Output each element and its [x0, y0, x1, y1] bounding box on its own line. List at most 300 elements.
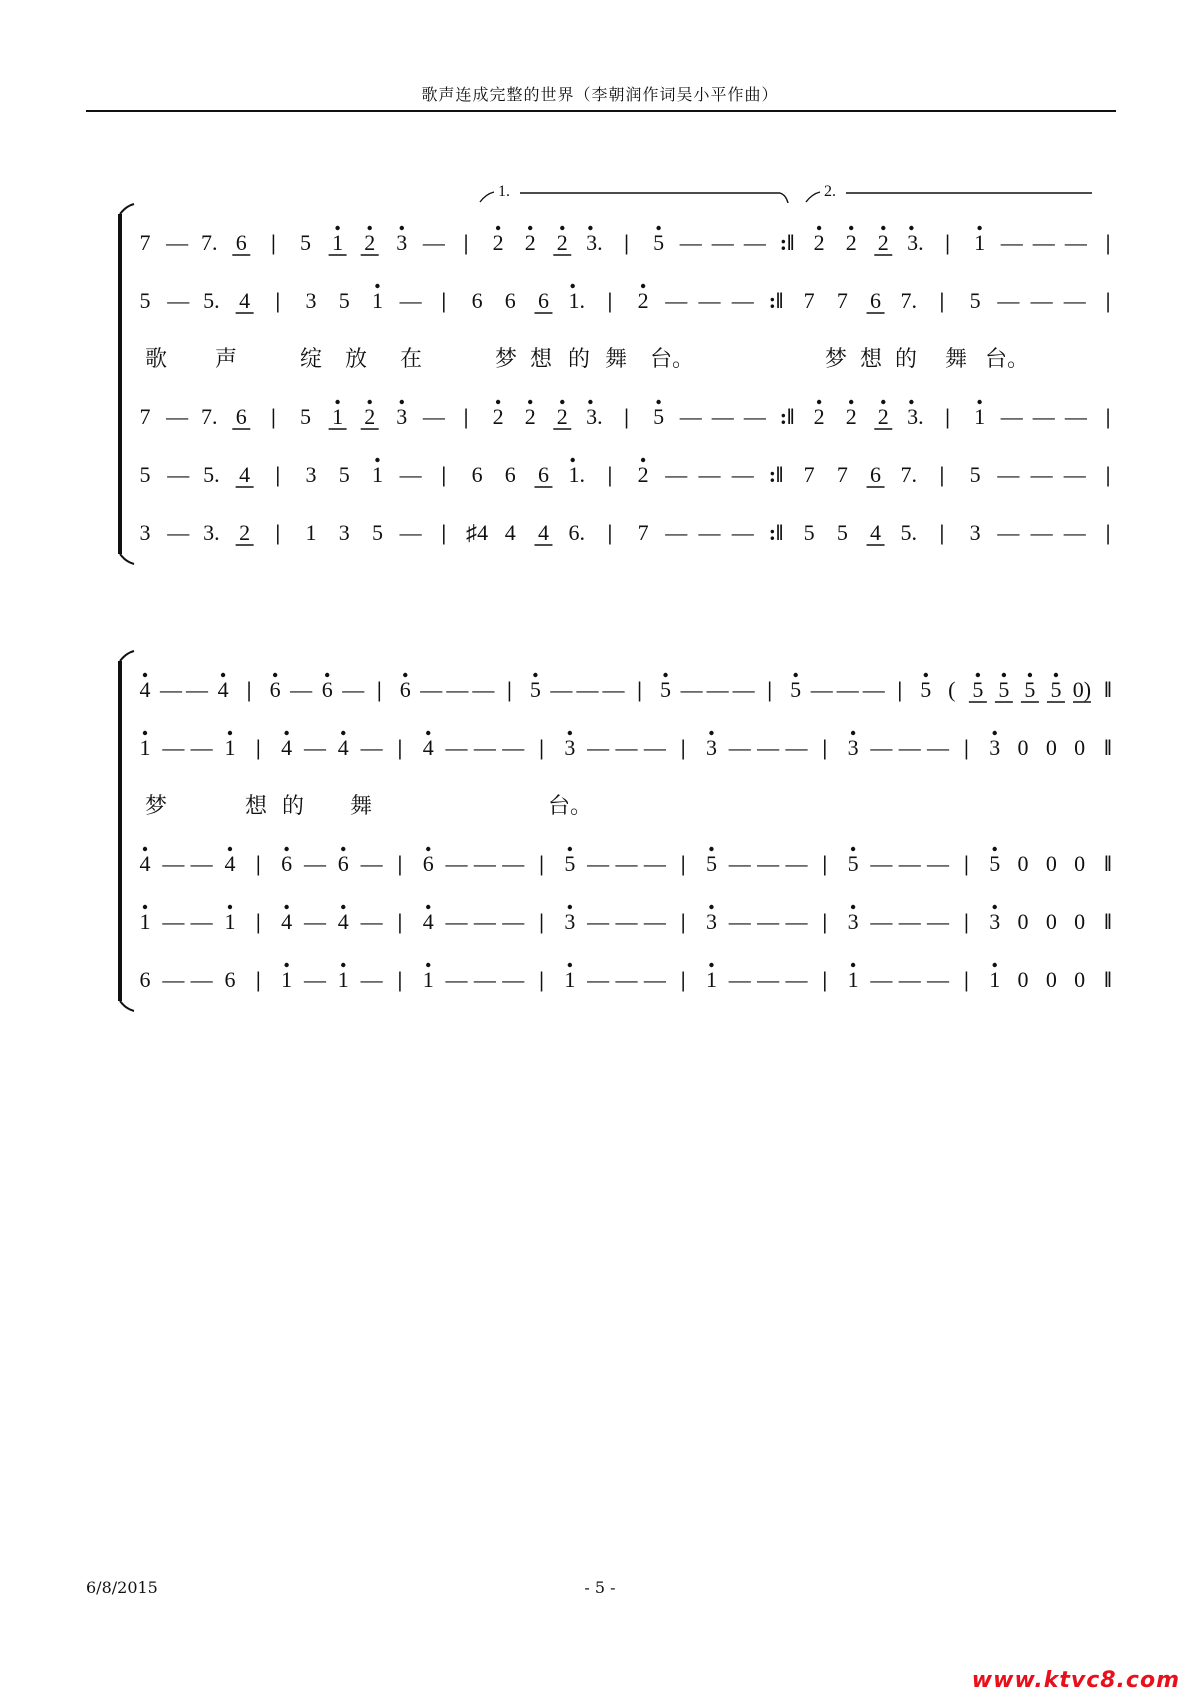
high-octave-dot: [426, 905, 430, 909]
bar-line: |: [275, 288, 281, 313]
note-token: 3: [705, 909, 717, 934]
high-octave-dot: [560, 400, 564, 404]
bar-line: |: [680, 735, 686, 760]
note-token: 5: [1050, 677, 1062, 702]
note-token: 3: [705, 735, 717, 760]
high-octave-dot: [849, 226, 853, 230]
note-token: 4: [239, 462, 251, 487]
high-octave-dot: [341, 963, 345, 967]
note-token: 1: [224, 909, 236, 934]
high-octave-dot: [709, 905, 713, 909]
bar-line: :‖: [779, 230, 795, 255]
note-token: —: [757, 967, 780, 992]
note-token: —: [502, 909, 525, 934]
high-octave-dot: [568, 847, 572, 851]
note-token: 2: [637, 462, 649, 487]
note-token: —: [711, 404, 734, 429]
note-token: 1.: [568, 288, 585, 313]
note-token: —: [446, 677, 469, 702]
note-token: —: [160, 677, 183, 702]
note-token: 3: [989, 909, 1001, 934]
note-token: —: [162, 909, 185, 934]
note-token: —: [757, 851, 780, 876]
note-token: 1: [847, 967, 859, 992]
note-token: —: [303, 851, 326, 876]
bar-line: |: [255, 851, 261, 876]
note-token: —: [502, 967, 525, 992]
note-token: —: [502, 851, 525, 876]
note-token: —: [186, 677, 209, 702]
lyric-word: 的: [282, 794, 305, 819]
note-token: 1: [974, 404, 986, 429]
note-token: 4: [537, 520, 549, 545]
note-token: —: [898, 735, 921, 760]
bar-line: |: [680, 851, 686, 876]
note-token: —: [190, 967, 213, 992]
high-octave-dot: [570, 284, 574, 288]
note-token: 0: [1074, 735, 1086, 760]
note-token: —: [898, 967, 921, 992]
note-token: —: [167, 462, 190, 487]
note-token: 1: [224, 735, 236, 760]
note-token: 2: [556, 230, 568, 255]
high-octave-dot: [1002, 673, 1006, 677]
bar-line: |: [607, 462, 613, 487]
bar-line: |: [939, 288, 945, 313]
note-token: 5: [998, 677, 1010, 702]
note-token: —: [360, 909, 383, 934]
note-token: 5: [653, 404, 665, 429]
note-token: —: [167, 520, 190, 545]
note-token: —: [1030, 520, 1053, 545]
note-token: 3: [139, 520, 151, 545]
lyric-word: 想: [530, 347, 553, 372]
note-token: —: [166, 230, 189, 255]
note-token: —: [360, 735, 383, 760]
lyric-word: 梦: [145, 794, 168, 819]
lyric-word: 想: [245, 794, 268, 819]
bar-line: |: [539, 851, 544, 876]
note-token: 4: [281, 909, 293, 934]
lyric-word: 舞: [605, 347, 628, 372]
note-token: —: [360, 851, 383, 876]
bar-line: |: [397, 967, 403, 992]
note-token: —: [473, 851, 496, 876]
note-token: —: [472, 677, 495, 702]
high-octave-dot: [273, 673, 277, 677]
note-token: 2: [524, 230, 536, 255]
high-octave-dot: [881, 400, 885, 404]
note-token: —: [728, 967, 751, 992]
high-octave-dot: [976, 673, 980, 677]
bar-line: |: [963, 735, 969, 760]
note-token: 1: [371, 288, 383, 313]
note-token: 5: [920, 677, 932, 702]
bracket-hook-top: [120, 651, 134, 661]
note-token: 0: [1045, 735, 1057, 760]
note-token: —: [615, 967, 638, 992]
note-token: 4: [504, 520, 516, 545]
note-token: 3.: [586, 230, 603, 255]
note-token: 5: [338, 462, 350, 487]
note-token: —: [1032, 404, 1055, 429]
high-octave-dot: [560, 226, 564, 230]
note-token: —: [399, 520, 422, 545]
note-token: 1: [332, 404, 344, 429]
note-token: —: [698, 288, 721, 313]
bar-line: |: [270, 404, 276, 429]
note-token: —: [643, 851, 666, 876]
note-token: —: [785, 909, 808, 934]
note-token: 2: [877, 404, 889, 429]
bar-line: :‖: [779, 404, 795, 429]
volta-first-hook: [480, 192, 494, 202]
note-token: —: [711, 230, 734, 255]
note-token: 1: [974, 230, 986, 255]
bar-line: |: [624, 404, 629, 429]
note-token: 5: [371, 520, 383, 545]
note-token: —: [728, 909, 751, 934]
lyric-word: 台。: [650, 347, 695, 372]
high-octave-dot: [341, 905, 345, 909]
bar-line: |: [397, 851, 403, 876]
note-token: 1: [305, 520, 317, 545]
note-token: 7: [803, 462, 815, 487]
high-octave-dot: [426, 731, 430, 735]
high-octave-dot: [793, 673, 797, 677]
high-octave-dot: [663, 673, 667, 677]
note-token: —: [162, 851, 185, 876]
note-token: —: [698, 520, 721, 545]
note-token: 6: [224, 967, 236, 992]
note-token: 1: [139, 909, 151, 934]
bar-line: ‖: [1104, 851, 1112, 876]
note-token: —: [643, 967, 666, 992]
high-octave-dot: [1028, 673, 1032, 677]
high-octave-dot: [341, 731, 345, 735]
note-token: —: [1000, 404, 1023, 429]
note-token: 7.: [900, 288, 918, 313]
note-token: 3: [847, 735, 859, 760]
note-token: 1: [337, 967, 349, 992]
note-token: —: [927, 735, 950, 760]
note-token: —: [473, 909, 496, 934]
high-octave-dot: [368, 400, 372, 404]
note-token: —: [810, 677, 833, 702]
note-token: 0: [1017, 735, 1029, 760]
lyric-word: 歌: [145, 347, 168, 372]
note-token: 5: [653, 230, 665, 255]
note-token: —: [399, 288, 422, 313]
note-token: 6: [269, 677, 281, 702]
lyric-word: 舞: [945, 347, 968, 372]
note-token: —: [679, 404, 702, 429]
bracket-hook-bottom: [120, 554, 134, 564]
high-octave-dot: [851, 905, 855, 909]
volta-first-label: 1.: [498, 183, 510, 200]
bar-line: |: [255, 967, 261, 992]
volta-second-hook: [806, 192, 820, 202]
bar-line: |: [441, 288, 447, 313]
high-octave-dot: [228, 847, 232, 851]
bar-line: |: [275, 520, 281, 545]
note-token: —: [422, 230, 445, 255]
note-token: 1: [705, 967, 717, 992]
note-token: 7.: [200, 230, 218, 255]
high-octave-dot: [817, 400, 821, 404]
note-token: 0: [1045, 851, 1057, 876]
note-token: 5: [529, 677, 541, 702]
bar-line: |: [539, 967, 544, 992]
volta-first-end: [780, 193, 788, 203]
high-octave-dot: [924, 673, 928, 677]
lyric-word: 绽: [300, 347, 323, 372]
high-octave-dot: [143, 847, 147, 851]
note-token: 0: [1074, 967, 1086, 992]
note-token: 7: [139, 230, 151, 255]
note-token: —: [167, 288, 190, 313]
bar-line: |: [624, 230, 629, 255]
high-octave-dot: [993, 905, 997, 909]
bar-line: |: [441, 520, 447, 545]
bar-line: |: [822, 909, 828, 934]
note-token: —: [445, 909, 468, 934]
note-token: 5: [564, 851, 576, 876]
note-token: 4: [239, 288, 251, 313]
note-token: 4: [224, 851, 236, 876]
note-token: —: [1064, 404, 1087, 429]
bar-line: |: [1105, 288, 1111, 313]
note-token: 1: [371, 462, 383, 487]
high-octave-dot: [709, 731, 713, 735]
bar-line: |: [506, 677, 512, 702]
note-token: 2: [492, 404, 504, 429]
note-token: —: [587, 735, 610, 760]
note-token: —: [997, 462, 1020, 487]
high-octave-dot: [400, 226, 404, 230]
bar-line: |: [270, 230, 276, 255]
high-octave-dot: [221, 673, 225, 677]
high-octave-dot: [375, 458, 379, 462]
note-token: 3: [396, 230, 408, 255]
bar-line: ‖: [1104, 967, 1112, 992]
note-token: 6: [139, 967, 151, 992]
note-token: —: [698, 462, 721, 487]
note-token: —: [445, 851, 468, 876]
footer-date: 6/8/2015: [86, 1578, 158, 1597]
note-token: —: [615, 851, 638, 876]
bar-line: |: [897, 677, 903, 702]
note-token: 6: [471, 462, 483, 487]
note-token: 4: [337, 909, 349, 934]
high-octave-dot: [341, 847, 345, 851]
high-octave-dot: [570, 458, 574, 462]
high-octave-dot: [496, 400, 500, 404]
note-token: —: [731, 288, 754, 313]
high-octave-dot: [909, 226, 913, 230]
note-token: 6: [281, 851, 293, 876]
high-octave-dot: [426, 847, 430, 851]
high-octave-dot: [228, 731, 232, 735]
note-token: 5.: [203, 288, 220, 313]
note-token: 6: [235, 404, 247, 429]
bar-line: |: [963, 909, 969, 934]
note-token: 0: [1045, 909, 1057, 934]
note-token: 0: [1074, 851, 1086, 876]
note-token: 7: [803, 288, 815, 313]
note-token: —: [870, 909, 893, 934]
lyric-word: 台。: [548, 794, 593, 819]
note-token: —: [757, 735, 780, 760]
high-octave-dot: [851, 963, 855, 967]
note-token: —: [587, 909, 610, 934]
high-octave-dot: [403, 673, 407, 677]
note-token: 4: [281, 735, 293, 760]
note-token: 3: [396, 404, 408, 429]
lyric-word: 想: [860, 347, 883, 372]
note-token: —: [445, 735, 468, 760]
note-token: —: [162, 967, 185, 992]
high-octave-dot: [993, 731, 997, 735]
note-token: 0: [1017, 851, 1029, 876]
high-octave-dot: [993, 963, 997, 967]
volta-second-label: 2.: [824, 183, 836, 200]
note-token: —: [728, 735, 751, 760]
note-token: 2: [239, 520, 251, 545]
note-token: —: [680, 677, 703, 702]
note-token: —: [870, 735, 893, 760]
note-token: 2: [524, 404, 536, 429]
note-token: —: [743, 404, 766, 429]
lyric-word: 舞: [350, 794, 373, 819]
note-token: —: [399, 462, 422, 487]
note-token: 2: [556, 404, 568, 429]
high-octave-dot: [641, 284, 645, 288]
high-octave-dot: [368, 226, 372, 230]
note-token: —: [473, 967, 496, 992]
lyric-word: 放: [345, 347, 368, 372]
note-token: —: [743, 230, 766, 255]
note-token: 6: [422, 851, 434, 876]
high-octave-dot: [143, 905, 147, 909]
note-token: 1: [989, 967, 1001, 992]
note-token: 1: [564, 967, 576, 992]
high-octave-dot: [568, 731, 572, 735]
note-token: 1: [422, 967, 434, 992]
note-token: —: [360, 967, 383, 992]
bar-line: |: [939, 520, 945, 545]
note-token: —: [303, 967, 326, 992]
note-token: 4: [217, 677, 229, 702]
lyric-word: 梦: [825, 347, 848, 372]
bar-line: |: [376, 677, 382, 702]
note-token: 3: [969, 520, 981, 545]
lyric-word: 台。: [985, 347, 1030, 372]
bar-line: |: [397, 735, 403, 760]
site-watermark: www.ktvc8.com: [971, 1668, 1180, 1693]
note-token: 3: [847, 909, 859, 934]
note-token: —: [927, 909, 950, 934]
note-token: 5: [660, 677, 672, 702]
note-token: 3: [305, 288, 317, 313]
high-octave-dot: [568, 905, 572, 909]
note-token: —: [166, 404, 189, 429]
note-token: —: [665, 520, 688, 545]
note-token: 7.: [200, 404, 218, 429]
note-token: —: [1063, 520, 1086, 545]
note-token: (: [948, 677, 956, 702]
high-octave-dot: [851, 731, 855, 735]
lyric-word: 在: [400, 347, 423, 372]
note-token: 5: [836, 520, 848, 545]
note-token: —: [587, 967, 610, 992]
bar-line: |: [822, 735, 828, 760]
note-token: 5: [139, 462, 151, 487]
bar-line: |: [246, 677, 252, 702]
lyric-word: 的: [895, 347, 918, 372]
note-token: —: [785, 967, 808, 992]
high-octave-dot: [851, 847, 855, 851]
bar-line: ‖: [1104, 677, 1112, 702]
note-token: —: [870, 967, 893, 992]
note-token: 3.: [203, 520, 220, 545]
note-token: 1: [332, 230, 344, 255]
note-token: —: [1063, 288, 1086, 313]
note-token: —: [303, 909, 326, 934]
note-token: 6: [504, 462, 516, 487]
note-token: —: [898, 909, 921, 934]
note-token: 2: [364, 230, 376, 255]
note-token: —: [997, 288, 1020, 313]
note-token: 2: [813, 404, 825, 429]
bar-line: |: [945, 404, 950, 429]
bar-line: |: [680, 967, 686, 992]
high-octave-dot: [588, 226, 592, 230]
note-token: 5: [790, 677, 802, 702]
high-octave-dot: [1054, 673, 1058, 677]
note-token: 0: [1017, 909, 1029, 934]
note-token: —: [898, 851, 921, 876]
note-token: 5.: [900, 520, 918, 545]
high-octave-dot: [284, 963, 288, 967]
note-token: —: [785, 851, 808, 876]
note-token: 3.: [586, 404, 603, 429]
note-token: —: [706, 677, 729, 702]
note-token: 4: [422, 909, 434, 934]
bar-line: |: [939, 462, 945, 487]
note-token: 2: [845, 404, 857, 429]
note-token: 7: [836, 288, 848, 313]
high-octave-dot: [533, 673, 537, 677]
note-token: —: [862, 677, 885, 702]
note-token: —: [679, 230, 702, 255]
note-token: —: [602, 677, 625, 702]
bar-line: |: [963, 967, 969, 992]
bar-line: |: [767, 677, 773, 702]
note-token: 5: [972, 677, 984, 702]
note-token: —: [785, 735, 808, 760]
note-token: —: [342, 677, 365, 702]
high-octave-dot: [143, 673, 147, 677]
bar-line: ‖: [1104, 909, 1112, 934]
high-octave-dot: [817, 226, 821, 230]
note-token: 2: [637, 288, 649, 313]
note-token: 4: [422, 735, 434, 760]
note-token: —: [550, 677, 573, 702]
note-token: 5: [1024, 677, 1036, 702]
note-token: 5: [969, 462, 981, 487]
bar-line: |: [945, 230, 950, 255]
